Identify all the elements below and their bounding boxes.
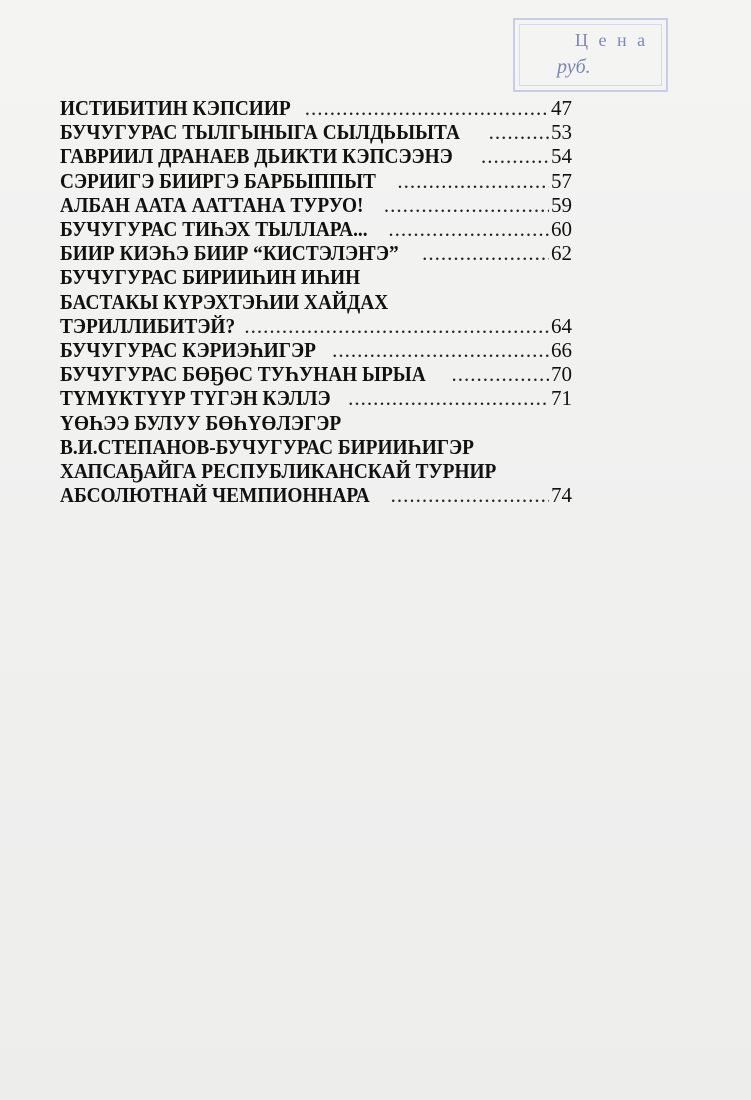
- dot-leader: [244, 314, 549, 338]
- toc-entry-row: [60, 483, 572, 507]
- toc-entry: [60, 386, 572, 410]
- toc-entry-title: АЛБАН ААТА ААТТАНА ТУРУО!: [60, 192, 364, 217]
- dot-leader: [452, 362, 549, 386]
- toc-page-number: 62: [551, 241, 572, 266]
- toc-entry-row: [60, 338, 572, 362]
- toc-page-number: 57: [551, 168, 572, 193]
- dot-leader: [348, 386, 549, 410]
- bleed-through-text: [95, 930, 695, 947]
- toc-entry-row: [60, 314, 572, 338]
- toc-entry-row: [60, 120, 572, 144]
- toc-entry-row: [60, 217, 572, 241]
- dot-leader: [388, 217, 549, 241]
- toc-entry-row: [60, 386, 572, 410]
- toc-entry: [60, 265, 572, 338]
- toc-entry: [60, 338, 572, 362]
- toc-entry: [60, 96, 572, 120]
- dot-leader: [481, 144, 549, 168]
- dot-leader: [305, 96, 549, 120]
- toc-entry-title-line: БАСТАКЫ КҮРЭХТЭҺИИ ХАЙДАХ: [60, 289, 389, 314]
- toc-entry-row: [60, 144, 572, 168]
- dot-leader: [397, 169, 549, 193]
- toc-entry-row: [60, 362, 572, 386]
- toc-entry: [60, 193, 572, 217]
- toc-entry-title: ТЭРИЛЛИБИТЭЙ?: [60, 313, 236, 338]
- toc-entry-title: БИИР КИЭҺЭ БИИР “КИСТЭЛЭҤЭ”: [60, 241, 399, 266]
- toc-entry: [60, 120, 572, 144]
- toc-entry: [60, 144, 572, 168]
- price-stamp: [513, 18, 668, 92]
- toc-page-number: 53: [551, 120, 572, 145]
- toc-page-number: 47: [551, 96, 572, 120]
- toc-page-number: 59: [551, 192, 572, 217]
- toc-page-number: 60: [551, 217, 572, 242]
- toc-entry: [60, 169, 572, 193]
- toc-page-number: 70: [551, 362, 572, 387]
- price-stamp-label: Ц е н а: [575, 30, 649, 50]
- toc-entry: [60, 241, 572, 265]
- toc-entry-title-line: ХАПСАҔАЙГА РЕСПУБЛИКАНСКАЙ ТУРНИР: [60, 459, 497, 484]
- toc-entry-title-line: ҮӨҺЭЭ БУЛУУ БӨҺҮӨЛЭГЭР: [60, 410, 342, 435]
- dot-leader: [384, 193, 549, 217]
- toc-entry: [60, 362, 572, 386]
- toc-page-number: 54: [551, 144, 572, 169]
- toc-entry-title: СЭРИИГЭ БИИРГЭ БАРБЫППЫТ: [60, 168, 376, 193]
- toc-entry-title-line: БУЧУГУРАС БИРИИҺИН ИҺИН: [60, 265, 361, 290]
- toc-page-number: 64: [551, 313, 572, 338]
- toc-entry-title: ИСТИБИТИН КЭПСИИР: [60, 96, 291, 120]
- toc-entry-title-line: В.И.СТЕПАНОВ-БУЧУГУРАС БИРИИҺИГЭР: [60, 434, 474, 459]
- toc-entry: [60, 411, 572, 508]
- toc-entry-title: ТҮМҮКТҮҮР ТҮГЭН КЭЛЛЭ: [60, 386, 331, 411]
- toc-entry-row: [60, 96, 572, 120]
- toc-entry-row: [60, 241, 572, 265]
- dot-leader: [422, 241, 549, 265]
- toc-entry-row: [60, 193, 572, 217]
- toc-entry: [60, 217, 572, 241]
- toc-page-number: 74: [551, 483, 572, 508]
- table-of-contents: [60, 96, 572, 507]
- price-stamp-value: руб.: [557, 56, 591, 78]
- dot-leader: [391, 483, 549, 507]
- toc-entry-title: БУЧУГУРАС КЭРИЭҺИГЭР: [60, 338, 316, 363]
- toc-entry-title: БУЧУГУРАС ТИҺЭХ ТЫЛЛАРА...: [60, 217, 368, 242]
- toc-entry-title: БУЧУГУРАС БӨҔӨС ТУҺУНАН ЫРЫА: [60, 362, 426, 387]
- toc-entry-row: [60, 169, 572, 193]
- toc-page-number: 71: [551, 386, 572, 411]
- dot-leader: [489, 120, 549, 144]
- dot-leader: [332, 338, 549, 362]
- bleed-through-text: [95, 840, 695, 857]
- toc-entry-title: АБСОЛЮТНАЙ ЧЕМПИОННАРА: [60, 483, 370, 508]
- toc-entry-title: БУЧУГУРАС ТЫЛГЫНЫГА СЫЛДЬЫЫТА: [60, 120, 460, 145]
- toc-page-number: 66: [551, 338, 572, 363]
- toc-entry-title: ГАВРИИЛ ДРАНАЕВ ДЬИКТИ КЭПСЭЭНЭ: [60, 144, 453, 169]
